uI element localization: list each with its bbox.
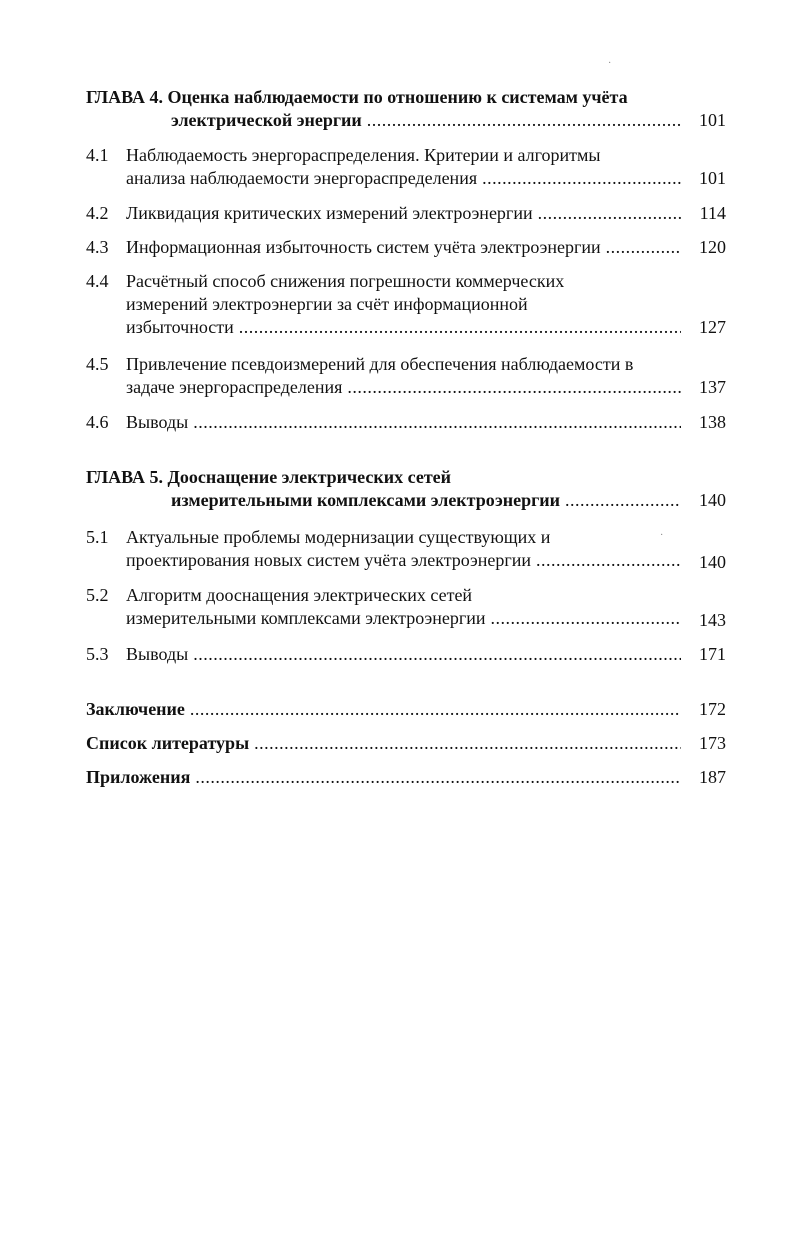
section-page-number: 143: [699, 610, 726, 630]
appendices-title: Приложения .....: [86, 766, 681, 789]
toc-section-4-4[interactable]: [86, 270, 726, 339]
toc-section-4-3[interactable]: [86, 236, 726, 259]
section-title-line3: избыточности .....: [126, 316, 681, 339]
section-number: 4.5: [86, 354, 109, 374]
section-page-number: 171: [699, 644, 726, 664]
chapter-5-title-line1: ГЛАВА 5. Дооснащение электрических сетей: [86, 467, 452, 487]
toc-section-4-6[interactable]: [86, 411, 726, 434]
section-title-line1: Выводы .....: [126, 643, 681, 666]
section-number: 4.3: [86, 237, 109, 257]
section-title-line2: измерительными комплексами электроэнергии .....: [126, 607, 681, 630]
section-page-number: 101: [699, 168, 726, 188]
toc-section-4-1[interactable]: [86, 144, 726, 190]
chapter-4-title-line2: электрической энергии .....: [86, 109, 681, 132]
toc-chapter-5[interactable]: [86, 466, 726, 512]
section-title-line1: Ликвидация критических измерений электроэнергии .....: [126, 202, 681, 225]
section-title-line2: анализа наблюдаемости энергораспределения .....: [126, 167, 681, 190]
section-page-number: 140: [699, 552, 726, 572]
section-title-line1: Наблюдаемость энергораспределения. Критерии и алгоритмы: [126, 145, 601, 165]
section-number: 5.2: [86, 585, 109, 605]
scan-speck: ·: [660, 530, 664, 541]
toc-conclusion[interactable]: [86, 698, 726, 721]
scan-speck: ·: [608, 58, 612, 69]
section-number: 4.1: [86, 145, 109, 165]
toc-chapter-4[interactable]: [86, 86, 726, 132]
toc-section-4-5[interactable]: [86, 353, 726, 399]
section-title-line1: Выводы .....: [126, 411, 681, 434]
section-number: 5.1: [86, 527, 109, 547]
chapter-4-page-number: 101: [699, 110, 726, 130]
section-title-line1: Актуальные проблемы модернизации существующих и: [126, 527, 551, 547]
section-title-line1: Информационная избыточность систем учёта электроэнергии .....: [126, 236, 681, 259]
conclusion-title: Заключение .....: [86, 698, 681, 721]
toc-section-5-2[interactable]: [86, 584, 726, 630]
section-page-number: 120: [699, 237, 726, 257]
toc-section-5-1[interactable]: [86, 526, 726, 572]
section-title-line1: Алгоритм дооснащения электрических сетей: [126, 585, 473, 605]
toc-references[interactable]: [86, 732, 726, 755]
chapter-5-page-number: 140: [699, 490, 726, 510]
section-number: 4.2: [86, 203, 109, 223]
conclusion-page-number: 172: [699, 699, 726, 719]
section-title-line1: Расчётный способ снижения погрешности коммерческих: [126, 271, 565, 291]
toc-section-4-2[interactable]: [86, 202, 726, 225]
section-page-number: 127: [699, 317, 726, 337]
chapter-5-title-line2: измерительными комплексами электроэнергии .....: [86, 489, 681, 512]
appendices-page-number: 187: [699, 767, 726, 787]
section-page-number: 138: [699, 412, 726, 432]
section-title-line2: измерений электроэнергии за счёт информационной: [126, 294, 528, 314]
section-number: 4.4: [86, 271, 109, 291]
references-page-number: 173: [699, 733, 726, 753]
references-title: Список литературы .....: [86, 732, 681, 755]
toc-appendices[interactable]: [86, 766, 726, 789]
chapter-4-title-line1: ГЛАВА 4. Оценка наблюдаемости по отношению к системам учёта: [86, 87, 628, 107]
section-title-line2: задаче энергораспределения .....: [126, 376, 681, 399]
section-number: 5.3: [86, 644, 109, 664]
section-number: 4.6: [86, 412, 109, 432]
section-title-line1: Привлечение псевдоизмерений для обеспечения наблюдаемости в: [126, 354, 634, 374]
section-page-number: 137: [699, 377, 726, 397]
section-title-line2: проектирования новых систем учёта электроэнергии .....: [126, 549, 681, 572]
toc-section-5-3[interactable]: [86, 643, 726, 666]
section-page-number: 114: [699, 203, 726, 223]
